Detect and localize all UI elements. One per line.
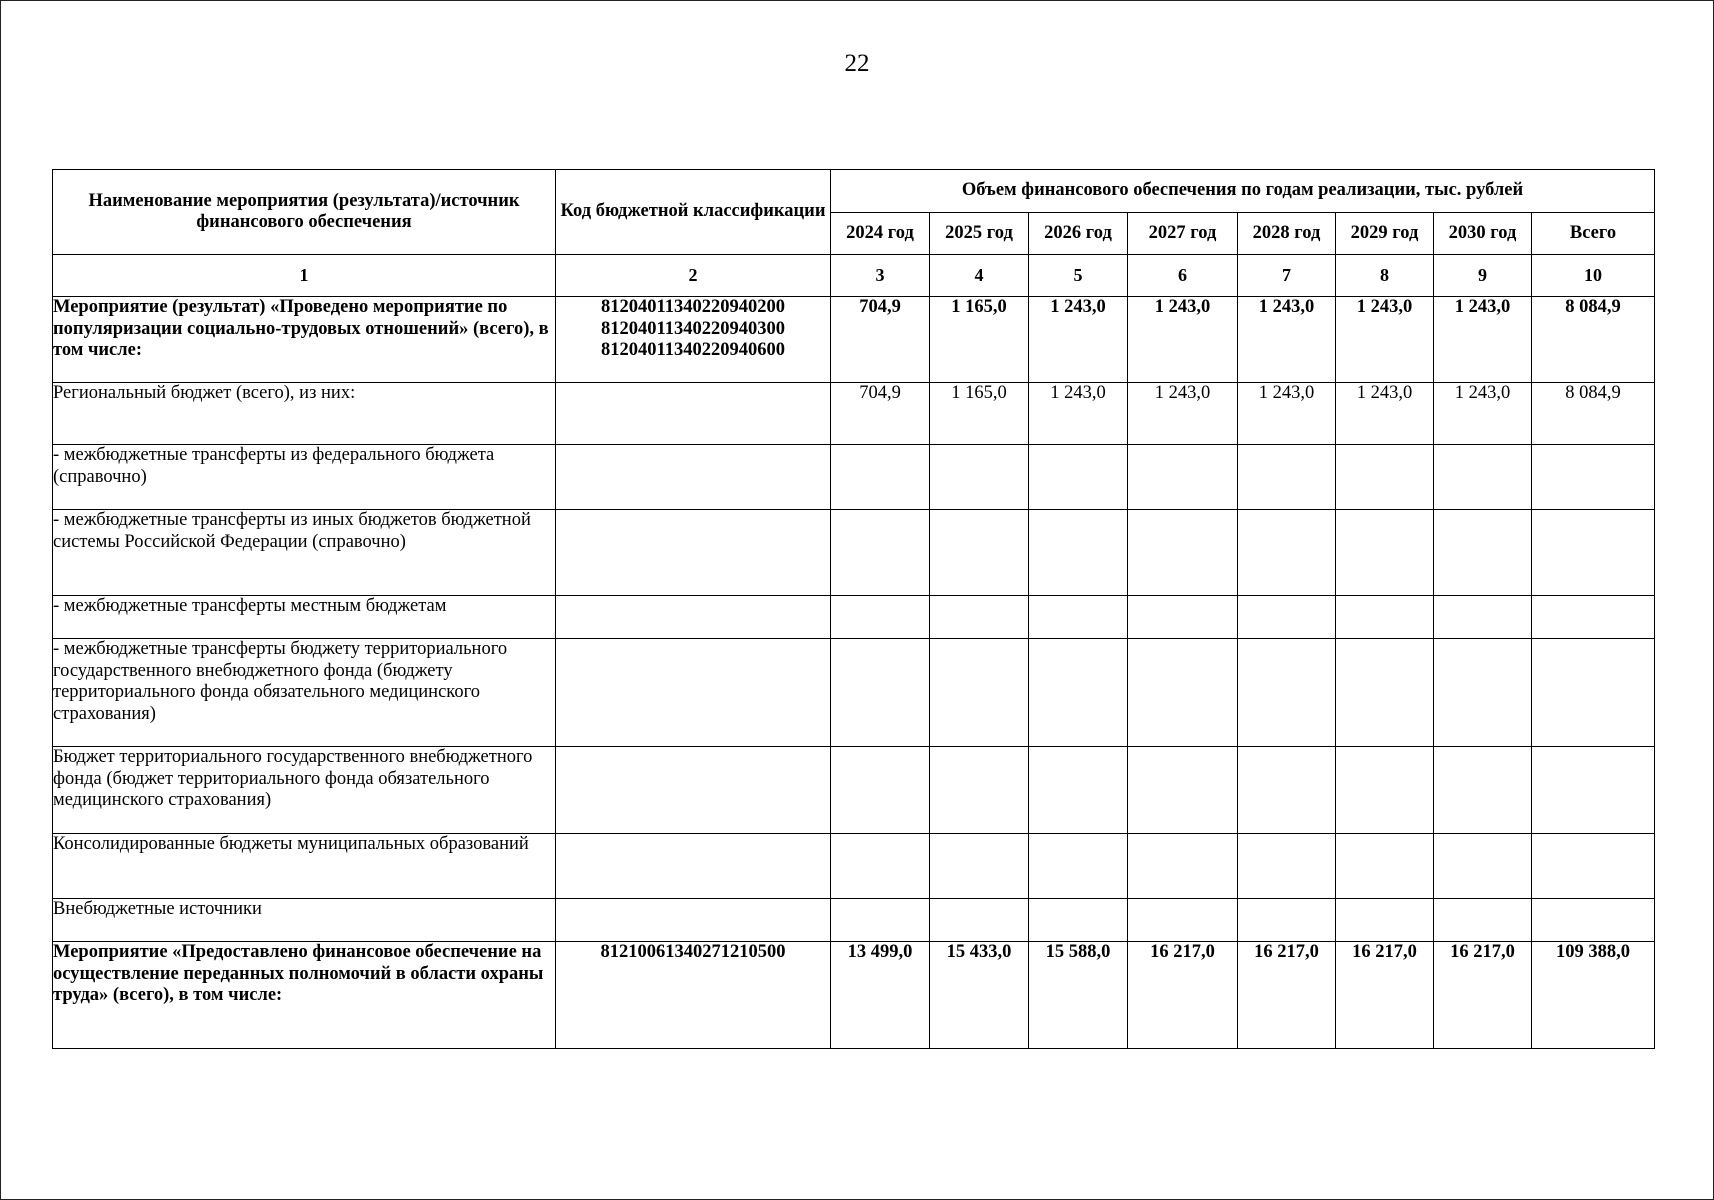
value-total <box>1532 639 1655 747</box>
value-2030: 16 217,0 <box>1434 942 1532 1049</box>
value-2029 <box>1336 834 1434 899</box>
row-budget-codes <box>556 747 831 834</box>
value-2029: 1 243,0 <box>1336 383 1434 445</box>
value-2027 <box>1128 639 1238 747</box>
value-2029 <box>1336 510 1434 596</box>
value-2027 <box>1128 596 1238 639</box>
value-2027 <box>1128 834 1238 899</box>
row-budget-codes <box>556 510 831 596</box>
header-year: 2027 год <box>1128 213 1238 255</box>
table-row-other-budget-transfers <box>53 510 1655 596</box>
column-index: 2 <box>556 255 831 297</box>
budget-code: 81210061340271210500 <box>600 942 786 962</box>
value-2030 <box>1434 834 1532 899</box>
row-name: - межбюджетные трансферты местным бюджетам <box>53 596 556 639</box>
value-2025: 15 433,0 <box>930 942 1029 1049</box>
value-2028 <box>1238 899 1336 942</box>
value-2024 <box>831 596 930 639</box>
value-2025 <box>930 834 1029 899</box>
column-index: 7 <box>1238 255 1336 297</box>
value-2028 <box>1238 834 1336 899</box>
header-year: 2024 год <box>831 213 930 255</box>
header-row-top <box>53 170 1655 213</box>
value-2024 <box>831 639 930 747</box>
column-index: 10 <box>1532 255 1655 297</box>
value-2030 <box>1434 596 1532 639</box>
value-2024: 704,9 <box>831 383 930 445</box>
value-total: 8 084,9 <box>1532 297 1655 383</box>
row-name: Внебюджетные источники <box>53 899 556 942</box>
table-row-regional-budget <box>53 383 1655 445</box>
table-row-extrabudgetary <box>53 899 1655 942</box>
value-2028 <box>1238 639 1336 747</box>
value-2024 <box>831 445 930 510</box>
row-budget-codes <box>556 596 831 639</box>
row-budget-codes <box>556 899 831 942</box>
header-year: 2028 год <box>1238 213 1336 255</box>
value-2029 <box>1336 445 1434 510</box>
header-year: 2025 год <box>930 213 1029 255</box>
header-year: 2029 год <box>1336 213 1434 255</box>
row-budget-codes <box>556 942 831 1049</box>
value-total: 109 388,0 <box>1532 942 1655 1049</box>
value-2024 <box>831 899 930 942</box>
column-index: 4 <box>930 255 1029 297</box>
column-index: 6 <box>1128 255 1238 297</box>
column-index: 1 <box>53 255 556 297</box>
value-total: 8 084,9 <box>1532 383 1655 445</box>
value-2029 <box>1336 899 1434 942</box>
value-2030 <box>1434 899 1532 942</box>
value-2027 <box>1128 510 1238 596</box>
column-index: 3 <box>831 255 930 297</box>
value-2030: 1 243,0 <box>1434 297 1532 383</box>
financing-table <box>52 169 1655 1049</box>
value-2029 <box>1336 596 1434 639</box>
row-budget-codes <box>556 383 831 445</box>
value-2029: 1 243,0 <box>1336 297 1434 383</box>
header-total: Всего <box>1532 213 1655 255</box>
value-2029 <box>1336 639 1434 747</box>
value-2030 <box>1434 639 1532 747</box>
header-code-column: Код бюджетной классификации <box>556 170 831 255</box>
budget-code: 81204011340220940600 <box>601 340 785 360</box>
value-2026 <box>1029 510 1128 596</box>
value-2029: 16 217,0 <box>1336 942 1434 1049</box>
value-2028 <box>1238 747 1336 834</box>
value-2027 <box>1128 445 1238 510</box>
value-2025 <box>930 510 1029 596</box>
row-name: Консолидированные бюджеты муниципальных образований <box>53 834 556 899</box>
row-budget-codes <box>556 297 831 383</box>
value-total <box>1532 596 1655 639</box>
budget-code: 81204011340220940200 <box>601 297 785 317</box>
value-total <box>1532 747 1655 834</box>
row-budget-codes <box>556 834 831 899</box>
value-2027 <box>1128 899 1238 942</box>
value-2027: 16 217,0 <box>1128 942 1238 1049</box>
header-year: 2026 год <box>1029 213 1128 255</box>
column-index: 9 <box>1434 255 1532 297</box>
table-row-event-labor-safety <box>53 942 1655 1049</box>
row-name: - межбюджетные трансферты из федерального бюджета (справочно) <box>53 445 556 510</box>
value-2024: 13 499,0 <box>831 942 930 1049</box>
budget-code: 81204011340220940300 <box>601 318 785 339</box>
value-2030 <box>1434 510 1532 596</box>
value-total <box>1532 834 1655 899</box>
table-row-municipal-budgets <box>53 834 1655 899</box>
value-2029 <box>1336 747 1434 834</box>
value-2026 <box>1029 899 1128 942</box>
row-name: - межбюджетные трансферты бюджету территориального государственного внебюджетного фонда (бюджету территориального фонда обязательного медицинского страхования) <box>53 639 556 747</box>
value-2025: 1 165,0 <box>930 297 1029 383</box>
value-2026: 1 243,0 <box>1029 383 1128 445</box>
row-name: Мероприятие «Предоставлено финансовое обеспечение на осуществление переданных полномочий в области охраны труда» (всего), в том числе: <box>53 942 556 1049</box>
value-2026: 15 588,0 <box>1029 942 1128 1049</box>
row-name: - межбюджетные трансферты из иных бюджетов бюджетной системы Российской Федерации (справочно) <box>53 510 556 596</box>
value-2025 <box>930 445 1029 510</box>
value-2024 <box>831 510 930 596</box>
column-index-row <box>53 255 1655 297</box>
row-name: Региональный бюджет (всего), из них: <box>53 383 556 445</box>
value-2026: 1 243,0 <box>1029 297 1128 383</box>
value-2028 <box>1238 596 1336 639</box>
value-2024 <box>831 747 930 834</box>
row-budget-codes <box>556 445 831 510</box>
value-2026 <box>1029 445 1128 510</box>
value-total <box>1532 445 1655 510</box>
table-row-local-transfers <box>53 596 1655 639</box>
value-2027: 1 243,0 <box>1128 383 1238 445</box>
page-number: 22 <box>844 50 870 77</box>
row-name: Бюджет территориального государственного внебюджетного фонда (бюджет территориального фонда обязательного медицинского страхования) <box>53 747 556 834</box>
value-2028 <box>1238 445 1336 510</box>
header-name-column: Наименование мероприятия (результата)/источник финансового обеспечения <box>53 170 556 255</box>
value-total <box>1532 510 1655 596</box>
value-2030 <box>1434 445 1532 510</box>
header-volume-group: Объем финансового обеспечения по годам реализации, тыс. рублей <box>831 170 1655 213</box>
value-2024 <box>831 834 930 899</box>
column-index: 5 <box>1029 255 1128 297</box>
value-2027: 1 243,0 <box>1128 297 1238 383</box>
value-2025 <box>930 899 1029 942</box>
row-name: Мероприятие (результат) «Проведено мероприятие по популяризации социально-трудовых отношений» (всего), в том числе: <box>53 297 556 383</box>
value-2028: 1 243,0 <box>1238 297 1336 383</box>
value-2026 <box>1029 834 1128 899</box>
value-2026 <box>1029 596 1128 639</box>
value-2024: 704,9 <box>831 297 930 383</box>
value-2028: 1 243,0 <box>1238 383 1336 445</box>
value-2025 <box>930 639 1029 747</box>
value-2026 <box>1029 639 1128 747</box>
row-budget-codes <box>556 639 831 747</box>
value-2028: 16 217,0 <box>1238 942 1336 1049</box>
value-2025 <box>930 747 1029 834</box>
value-2025: 1 165,0 <box>930 383 1029 445</box>
header-year: 2030 год <box>1434 213 1532 255</box>
value-2026 <box>1029 747 1128 834</box>
value-2030: 1 243,0 <box>1434 383 1532 445</box>
table-row-federal-transfers <box>53 445 1655 510</box>
table-row-fund-transfers <box>53 639 1655 747</box>
table-row-event-popularization <box>53 297 1655 383</box>
column-index: 8 <box>1336 255 1434 297</box>
value-total <box>1532 899 1655 942</box>
value-2028 <box>1238 510 1336 596</box>
value-2025 <box>930 596 1029 639</box>
table-row-fund-budget <box>53 747 1655 834</box>
value-2027 <box>1128 747 1238 834</box>
value-2030 <box>1434 747 1532 834</box>
